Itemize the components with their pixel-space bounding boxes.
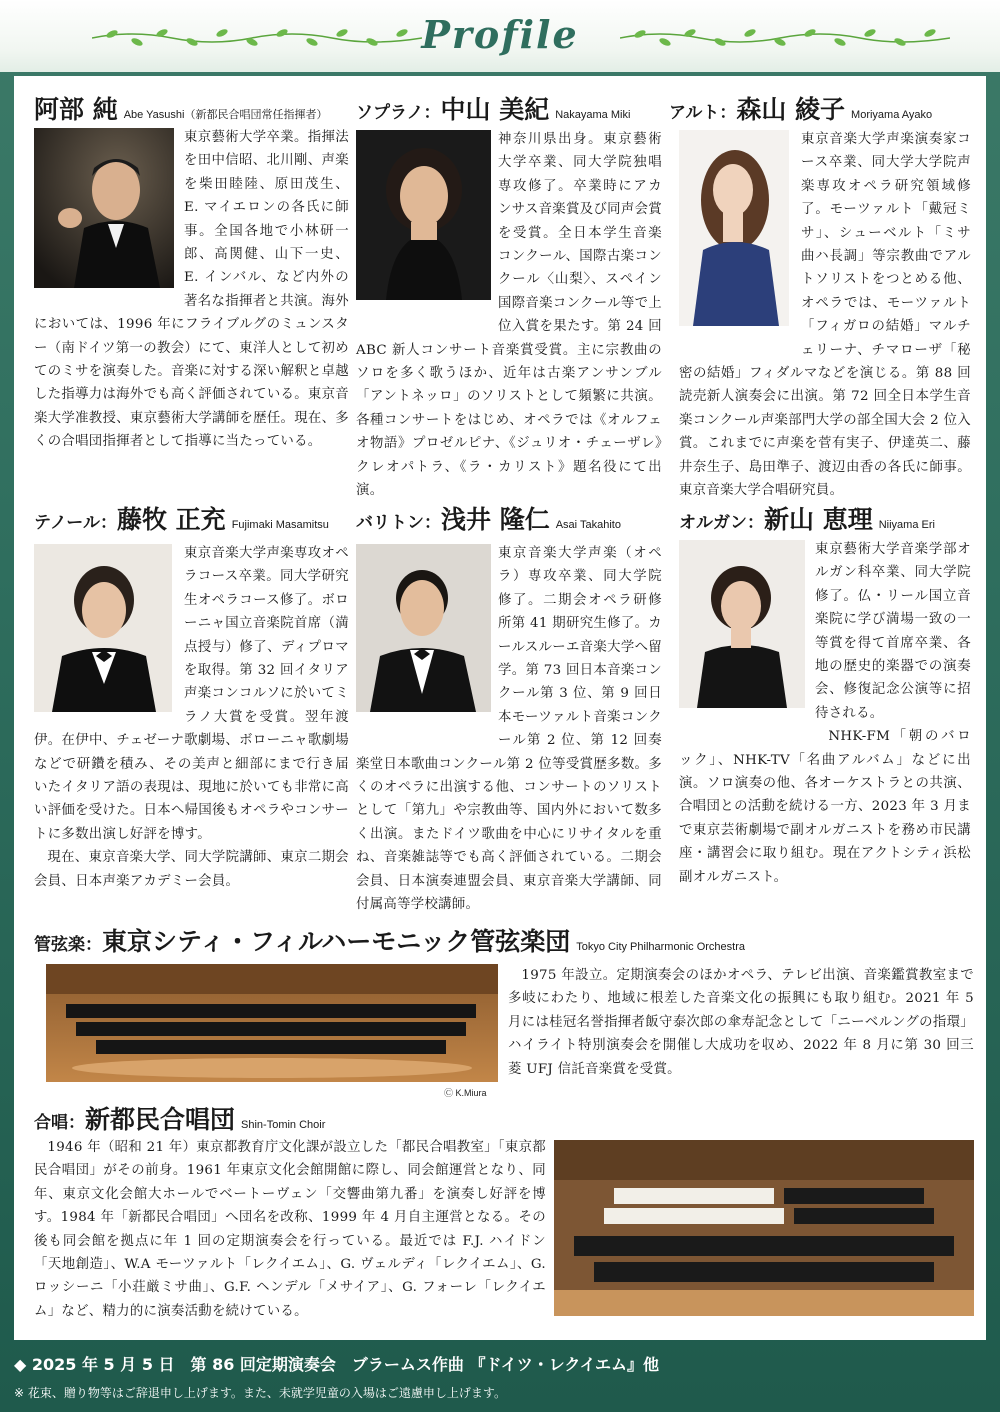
- profile-role: 管弦楽：: [34, 935, 102, 955]
- notice-text: ※ 花束、贈り物等はご辞退申し上げます。また、未就学児童の入場はご遠慮申し上げます。: [14, 1386, 506, 1400]
- profile-bio-rest: 演等に招待される。: [815, 682, 971, 721]
- profile-name: 東京シティ・フィルハーモニック管弦楽団: [102, 927, 571, 956]
- profile-bio-rest: 受賞。翌年渡伊。在伊中、チェゼーナ歌劇場、ボローニャ歌劇場などで研鑽を積み、その美声と細部にまで行き届いたイタリア語の表現は、現地に於いても非常に高い評価を受けた。日本へ帰国後もオペラやコンサートに多数出演し好評を博す。: [34, 709, 349, 842]
- profile-asai: [356, 500, 662, 913]
- profile-bio: [679, 538, 971, 889]
- profile-roman-name: Moriyama Ayako: [851, 109, 933, 121]
- profile-bio-rest: モーツァルト「フィガロの結婚」マルチェリーナ、チマローザ「秘密の結婚」フィダルマなどを演じる。第 88 回読売新人演奏会に出演。第 72 回全日本学生音楽コンクール声楽部門大学の部全国大会 2 位入賞。これまでに声楽を菅有実子、伊達英二、藤井奈生子、島田準子、渡辺由香の各氏に師事。東京音楽大学合唱研究員。: [679, 295, 971, 499]
- profile-orchestra: [34, 922, 974, 1102]
- profile-name: 森山 綾子: [736, 95, 846, 124]
- profile-nakayama: [356, 90, 662, 499]
- profile-bio-paragraph: 1975 年設立。定期演奏会のほかオペラ、テレビ出演、音楽鑑賞教室まで多岐にわたり、地域に根差した音楽文化の振興にも取り組む。2021 年 5 月には桂冠名誉指揮者飯守泰次郎の傘寿記念として「ニーベルングの指環」ハイライト特別演奏会を開催し大成功を収め、2022 年 8 月に第 30 回三菱 UFJ 信託音楽賞を受賞。: [508, 968, 974, 1077]
- profile-role: ソプラノ：: [356, 103, 441, 123]
- profile-bio: [34, 542, 349, 893]
- profile-bio-intro: 東京音楽大学声楽演奏家コース卒業、同大学大学院声楽専攻オペラ研究領域修了。モーツァルト「戴冠ミサ」、シューベルト「ミサ曲ハ長調」等宗教曲でアルトソリストをつとめる他、オペラでは、: [801, 132, 971, 311]
- header-band: [0, 0, 1000, 72]
- profile-bio-intro: 東京藝術大学音楽学部オルガン科卒業、同大学院修了。仏・リール国立音楽院に学び満場一致の一等賞を得て首席卒業、各地の歴史的楽器での演奏会、修復記念公: [815, 542, 971, 698]
- profile-bio-paragraph: NHK-FM「朝のバロック」、NHK-TV「名曲アルバム」などに出演。ソロ演奏の他、各オーケストラとの共演、合唱団との活動を続ける一方、2023 年 3 月まで東京芸術劇場で副オルガニストを務め市民講座・講習会に取り組む。現在アクトシティ浜松副オルガニスト。: [679, 729, 971, 885]
- profile-bio-paragraph: 現在、東京音楽大学、同大学院講師、東京二期会会員、日本声楽アカデミー会員。: [34, 850, 349, 889]
- profile-bio: [356, 542, 662, 917]
- footer: [0, 1340, 1000, 1412]
- concert-info: ◆ 2025 年 5 月 5 日 第 86 回定期演奏会 ブラームス作曲 『ドイツ・レクイエム』他: [14, 1355, 659, 1374]
- profile-heading: [34, 1100, 325, 1136]
- profile-bio: [34, 1136, 546, 1323]
- profile-bio-intro: 神奈川県出身。東京藝術大学卒業、同大学院独唱専攻修了。卒業時にアカンサス音楽賞及び同声会賞を受賞。全日本学生音楽コンクール、国際古楽コンクール〈山梨〉、スペイン国際音楽: [498, 132, 662, 311]
- profile-heading: [34, 90, 327, 126]
- profile-role: テノール：: [34, 513, 117, 533]
- profile-heading: [356, 500, 621, 536]
- content-panel: [14, 76, 986, 1340]
- profile-name: 新都民合唱団: [85, 1105, 236, 1134]
- profile-niiyama: [679, 500, 971, 900]
- profile-heading: [679, 500, 935, 536]
- profile-bio-rest: 楽コンクール第 2 位、第 12 回奏楽堂日本歌曲コンクール第 2 位等受賞歴多数。多くのオペラに出演する他、コンサートのソリストとして「第九」や宗教曲等、国内外において数多く出演。またドイツ歌曲を中心にリサイタルを重ね、音楽雑誌等でも高く評価されている。二期会会員、日本演奏連盟会員、東京音楽大学講師、同付属高等学校講師。: [356, 709, 662, 913]
- profile-bio: [356, 128, 662, 503]
- profile-name: 藤牧 正充: [116, 505, 226, 534]
- profile-bio: [679, 128, 971, 503]
- profile-heading: [356, 90, 630, 126]
- profile-role: バリトン：: [356, 513, 441, 533]
- profile-bio: [34, 126, 349, 454]
- profile-bio: [508, 964, 974, 1081]
- choir-photo: [554, 1140, 974, 1316]
- profile-name: 阿部 純: [34, 95, 118, 124]
- profile-name: 中山 美紀: [440, 95, 550, 124]
- profile-roman-name: Abe Yasushi（新都民合唱団常任指揮者）: [123, 109, 328, 121]
- profile-roman-name: Tokyo City Philharmonic Orchestra: [576, 941, 745, 953]
- profile-bio-intro: 東京音楽大学声楽（オペラ）専攻卒業、同大学院修了。二期会オペラ研修所第 41 期研究生修了。カールスルーエ音楽大学へ留学。第 73 回日本音楽コンクール第 3 位、第 9 回日本モーツァルト音: [498, 546, 662, 725]
- profile-roman-name: Niiyama Eri: [878, 519, 935, 531]
- profile-abe: [34, 90, 349, 490]
- profile-bio-intro: 東京藝術大学卒業。指揮法を田中信昭、北川剛、声楽を柴田睦陸、原田茂生、E. マイエロンの各氏に師事。全国各地で小林研一郎、高関健、山下一史、E. インバル、など内外の著名な指揮者と共演。: [184, 130, 349, 309]
- profile-fujimaki: [34, 500, 349, 900]
- profile-roman-name: Asai Takahito: [555, 519, 621, 531]
- profile-roman-name: Nakayama Miki: [555, 109, 631, 121]
- profile-heading: [34, 500, 329, 536]
- profile-name: 新山 恵理: [764, 505, 873, 534]
- profile-role: アルト：: [669, 103, 737, 123]
- profile-heading: [669, 90, 932, 126]
- photo-credit: Ⓒ K.Miura: [444, 1088, 487, 1098]
- profile-roman-name: Fujimaki Masamitsu: [231, 519, 329, 531]
- profile-bio-rest: 海外においては、1996 年にフライブルグのミュンスター（南ドイツ第一の教会）にて、東洋人として初めてのミサを演奏した。音楽に対する深い解釈と卓越した指導力は海外でも高く評価されている。東京音楽大学准教授、東京藝術大学講師を歴任。現在、多くの合唱団指揮者として指導に当たっている。: [34, 293, 349, 450]
- profile-name: 浅井 隆仁: [441, 505, 550, 534]
- profile-role: 合唱：: [34, 1113, 85, 1133]
- profile-choir: [34, 1100, 974, 1340]
- vine-ornament-right-icon: [620, 26, 950, 50]
- profile-roman-name: Shin-Tomin Choir: [241, 1119, 326, 1131]
- profile-bio-rest: コンクール等で上位入賞を果たす。第 24 回 ABC 新人コンサート音楽賞受賞。主に宗教曲のソロを多く歌うほか、近年は古楽アンサンブル「アントネッロ」のソリストとして頻繁に共演。各種コンサートをはじめ、オペラでは《オルフェオ物語》プロゼルピナ、《ジュリオ・チェーザレ》クレオパトラ、《ラ・カリスト》題名役にて出演。: [356, 295, 662, 499]
- profile-bio-intro: 東京音楽大学声楽専攻オペラコース卒業。同大学研究生オペラコース修了。ボローニャ国立音楽院首席（満点授与）修了、ディプロマを取得。第 32 回イタリア声楽コンコルソに於いてミラノ大賞を: [184, 546, 349, 725]
- profile-role: オルガン：: [679, 513, 764, 533]
- profile-moriyama: [669, 90, 971, 499]
- orchestra-photo: [46, 964, 498, 1082]
- profile-heading: [34, 922, 745, 958]
- profile-bio-paragraph: 1946 年（昭和 21 年）東京都教育庁文化課が設立した「都民合唱教室」「東京都民合唱団」がその前身。1961 年東京文化会館開館に際し、同会館運営となり、同年、東京文化会館大ホールでベートーヴェン「交響曲第九番」を演奏し好評を博す。1984 年「新都民合唱団」へ団名を改称、1999 年 4 月自主運営となる。その後も同会館を拠点に年 1 回の定期演奏会を行っている。最近では F.J. ハイドン「天地創造」、W.A モーツァルト「レクイエム」、G. ヴェルディ「レクイエム」、G. ロッシーニ「小荘厳ミサ曲」、G.F. ヘンデル「メサイア」、G. フォーレ「レクイエム」など、精力的に演奏活動を続けている。: [34, 1140, 546, 1319]
- page-title: Profile: [421, 12, 579, 57]
